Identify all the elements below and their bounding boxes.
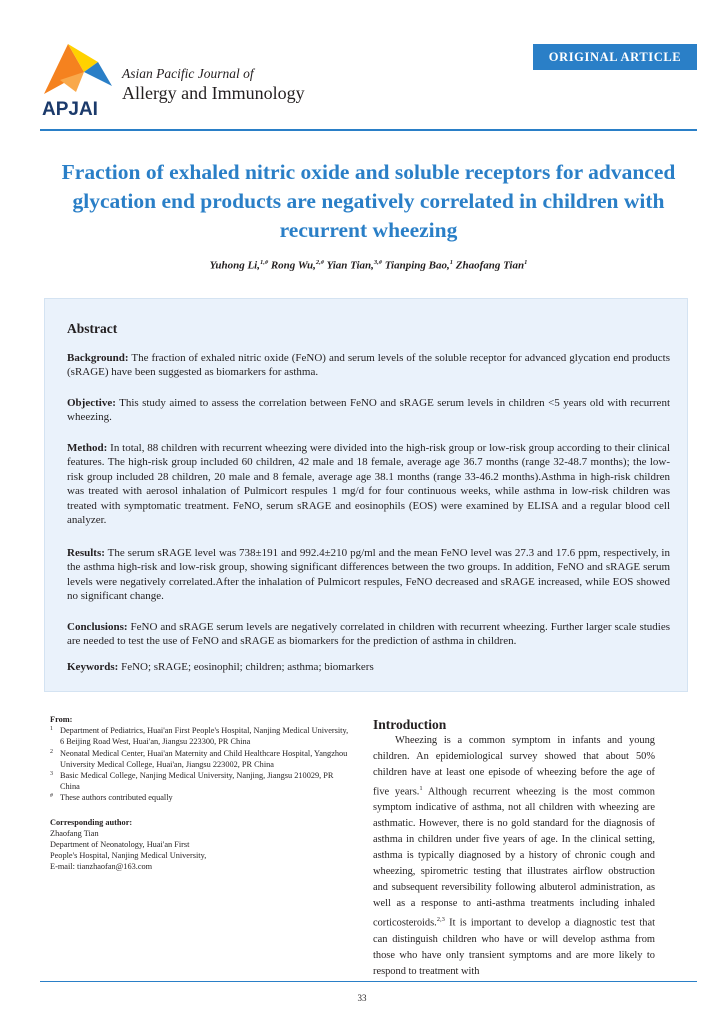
- abstract-objective-text: This study aimed to assess the correlation between FeNO and sRAGE serum levels in children <5 years old with recurrent wheezing.: [67, 397, 670, 424]
- article-type-badge: ORIGINAL ARTICLE: [533, 44, 697, 70]
- author-name: Zhaofang Tian: [455, 259, 525, 272]
- abstract-results-text: The serum sRAGE level was 738±191 and 992.4±210 pg/ml and the mean FeNO level was 27.3 and 17.6 ppm, respectively, in the asthma high-risk and low-risk group, showing significant differences between the two groups. In addition, FeNO and sRAGE serum levels were negatively correlated.After the inhalation of Pulmicort respules, FeNO decreased and sRAGE increased, while EOS showed no significant change.: [67, 547, 670, 603]
- author-affiliation-mark: 1: [524, 259, 528, 266]
- page-number: 33: [357, 993, 367, 1003]
- abstract-box: [44, 298, 688, 692]
- author-list: [40, 259, 697, 272]
- abstract-background: [67, 351, 670, 380]
- abstract-keywords-label: Keywords:: [67, 661, 119, 673]
- affiliation-item: [50, 792, 350, 803]
- abstract-results: [67, 546, 670, 604]
- abstract-objective: [67, 396, 670, 425]
- journal-logo: [40, 42, 124, 118]
- author-affiliation-mark: 1: [449, 259, 453, 266]
- affiliation-item: [50, 725, 350, 747]
- abstract-results-label: Results:: [67, 547, 105, 559]
- corresponding-author-line: Department of Neonatology, Huai'an First: [50, 840, 190, 850]
- journal-name-line1: Asian Pacific Journal of: [122, 66, 254, 81]
- affiliation-item: [50, 748, 350, 770]
- journal-name: [122, 66, 305, 104]
- abstract-method-label: Method:: [67, 442, 108, 454]
- affiliation-mark: #: [50, 793, 53, 800]
- introduction-heading: Introduction: [373, 717, 447, 732]
- affiliation-text: Department of Pediatrics, Huai'an First People's Hospital, Nanjing Medical University, 6 Beijing Road West, Huai'an, Jiangsu 223300, PR China: [60, 726, 349, 747]
- affiliation-mark: 2: [50, 748, 53, 755]
- abstract-method-text: In total, 88 children with recurrent wheezing were divided into the high-risk group or low-risk group according to their clinical features. The high-risk group included 60 children, 42 male and 18 female, average age 36.7 months (range 32-48.7 months); the low-risk group included 28 children, 20 male and 8 female, average age 38.1 months (range 33-46.2 months).Asthma in high-risk children was treated with aerosol inhalation of Pulmicort respules 1 mg/d for four continuous weeks, while asthma in low-risk children was treated with symptomatic treatment. FeNO, serum sRAGE and eosinophils (EOS) were examined by ELISA and a regular blood cell analyzer.: [67, 442, 670, 527]
- abstract-method: [67, 441, 670, 527]
- author-name: Tianping Bao,: [384, 259, 450, 272]
- affiliation-mark: 1: [50, 726, 53, 733]
- abstract-conclusions-text: FeNO and sRAGE serum levels are negatively correlated in children with recurrent wheezing. Further larger scale studies are needed to test the use of FeNO and sRAGE as biomarkers for the prediction of asthma in children.: [67, 621, 670, 648]
- corresponding-author-line: Zhaofang Tian: [50, 828, 99, 838]
- intro-text-part: Although recurrent wheezing is the most common symptom indicative of asthma, not all children with wheezing are asthmatic. However, there is no gold standard for the diagnosis of asthma in children under five years of age. In the clinical setting, asthma is typically diagnosed by a history of chronic cough and wheezing, spirometric testing that illustrates airflow obstruction and subsequent reversibility following albuterol administration, as well as a response to anti-asthma treatments including inhaled corticosteroids.: [373, 786, 655, 929]
- abstract-background-text: The fraction of exhaled nitric oxide (FeNO) and serum levels of the soluble receptor for advanced glycation end products (sRAGE) have been suggested as biomarkers for asthma.: [67, 352, 670, 379]
- corresponding-author-line: People's Hospital, Nanjing Medical University,: [50, 851, 207, 861]
- abstract-keywords: [67, 660, 670, 674]
- author-name: Rong Wu,: [270, 259, 316, 272]
- affiliation-item: [50, 770, 350, 792]
- footer-divider: [40, 981, 697, 982]
- abstract-objective-label: Objective:: [67, 397, 116, 409]
- affiliation-text: Basic Medical College, Nanjing Medical University, Nanjing, Jiangsu 210029, PR China: [60, 771, 334, 792]
- affiliation-mark: 3: [50, 771, 53, 778]
- abstract-keywords-text: FeNO; sRAGE; eosinophil; children; asthma; biomarkers: [118, 661, 374, 673]
- abstract-heading: Abstract: [67, 321, 118, 336]
- affiliation-text: These authors contributed equally: [60, 793, 173, 803]
- author-affiliation-mark: 1,#: [259, 259, 269, 266]
- logo-text: APJAI: [42, 99, 98, 118]
- abstract-conclusions-label: Conclusions:: [67, 621, 128, 633]
- from-heading: From:: [50, 715, 73, 724]
- intro-text-part: It is important to develop a diagnostic test that can distinguish children who have or will develop asthma from those who have only transient symptoms and are more likely to respond to treatment with: [373, 917, 655, 977]
- header-divider: [40, 129, 697, 131]
- affiliation-text: Neonatal Medical Center, Huai'an Maternity and Child Healthcare Hospital, Yangzhou University Medical College, Huai'an, Jiangsu 223002, PR China: [60, 748, 348, 769]
- author-affiliation-mark: 3,#: [373, 259, 382, 266]
- corresponding-author-email: E-mail: tianzhaofan@163.com: [50, 862, 153, 872]
- citation-mark: 1: [419, 785, 423, 792]
- abstract-background-label: Background:: [67, 352, 129, 364]
- article-title: Fraction of exhaled nitric oxide and soluble receptors for advanced glycation end products are negatively correlated in children with recurrent wheezing: [61, 160, 676, 242]
- journal-name-line2: Allergy and Immunology: [122, 83, 305, 103]
- introduction-paragraph: [373, 733, 655, 980]
- corresponding-author-heading: Corresponding author:: [50, 817, 133, 827]
- logo-icon: [40, 42, 124, 118]
- author-name: Yian Tian,: [326, 259, 374, 272]
- introduction-section: [373, 716, 655, 980]
- author-affiliation-mark: 2,#: [315, 259, 325, 266]
- citation-mark: 2,3: [436, 916, 445, 924]
- author-name: Yuhong Li,: [209, 259, 260, 272]
- abstract-conclusions: [67, 620, 670, 649]
- affiliations-section: [50, 714, 350, 873]
- intro-text-part: Wheezing is a common symptom in infants and young children. An epidemiological survey showed that about 50% children have at least one episode of wheezing before the age of five years.: [373, 735, 655, 798]
